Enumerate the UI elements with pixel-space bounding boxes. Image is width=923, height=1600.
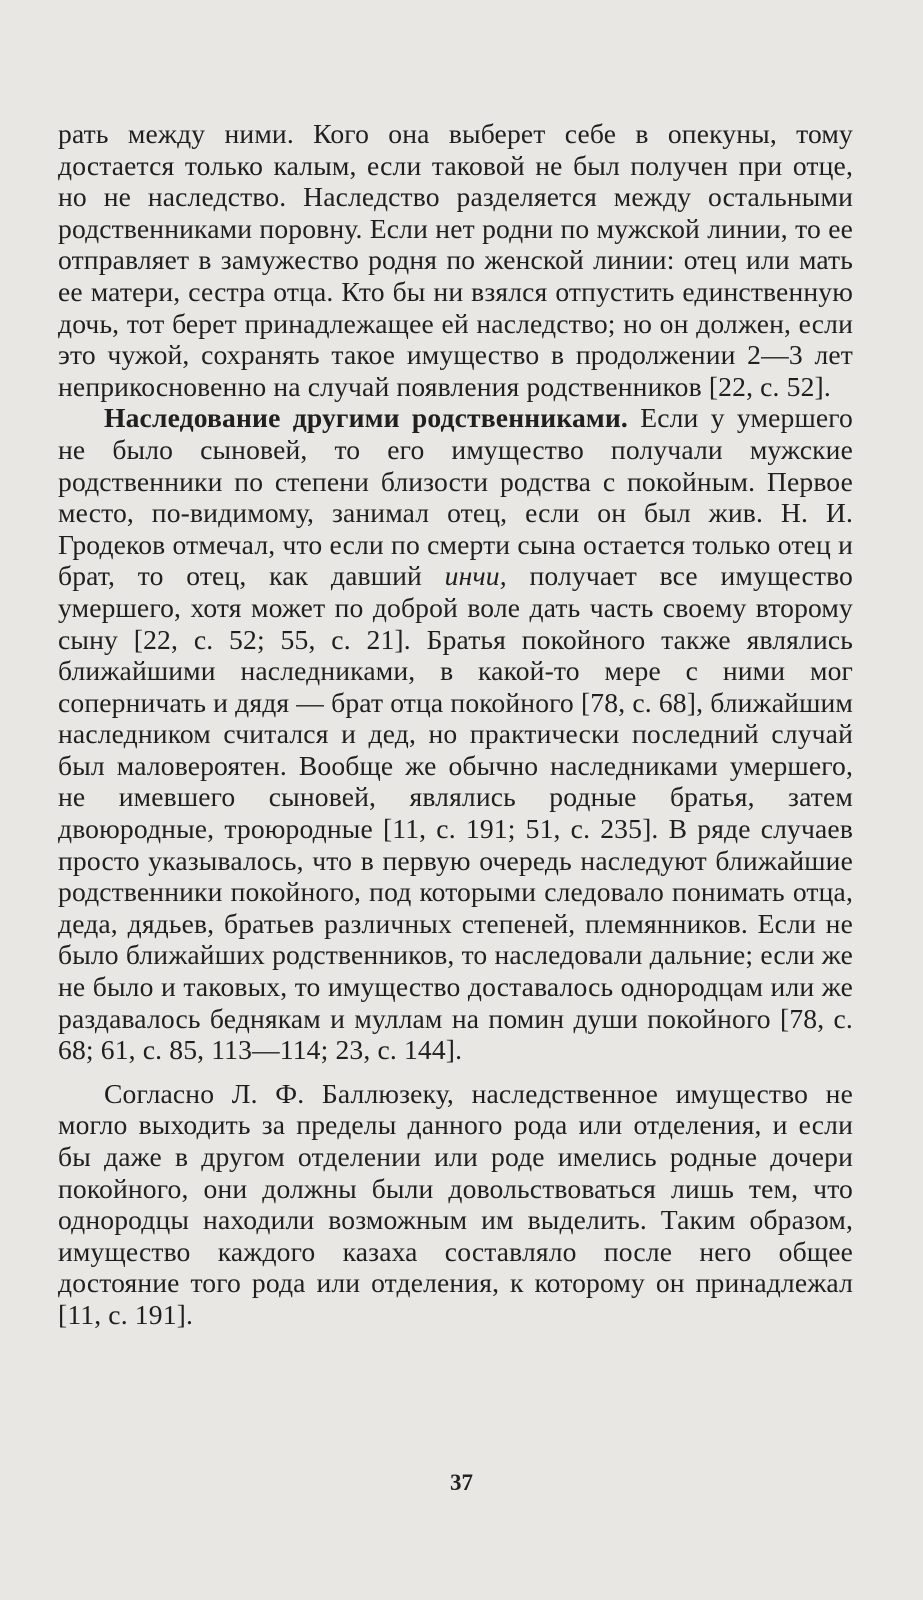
- paragraph-continuation: рать между ними. Кого она выберет себе в опекуны, тому достается только калым, если таковой не был получен при отце, но не наследство. Наследство разделяется между остальными родственниками поровну. Если нет родни по мужской линии, то ее отправляет в замужество родня по женской линии: отец или мать ее матери, сестра отца. Кто бы ни взялся отпустить единственную дочь, тот берет принадлежащее ей наследство; но он должен, если это чужой, сохранять такое имущество в продолжении 2—3 лет неприкосновенно на случай появления родственников [22, с. 52].: [58, 118, 853, 402]
- paragraph-balluzek: Согласно Л. Ф. Баллюзеку, наследственное имущество не могло выходить за пределы данного рода или отделения, и если бы даже в другом отделении или роде имелись родные дочери покойного, они должны были довольствоваться лишь тем, что однородцы находили возможным им выделить. Таким образом, имущество каждого казаха составляло после него общее достояние того рода или отделения, к которому он принадлежал [11, с. 191].: [58, 1077, 853, 1330]
- paragraph-text-part-2: получает все имущество умершего, хотя может по доброй воле дать часть своему второму сыну [22, с. 52; 55, с. 21]. Братья покойного также являлись ближайшими наследниками, в какой-то мере с ними мог соперничать и дядя — брат отца покойного [78, с. 68], ближайшим наследником считался и дед, но практически последний случай был маловероятен. Вообще же обычно наследниками умершего, не имевшего сыновей, являлись родные братья, затем двоюродные, троюродные [11, с. 191; 51, с. 235]. В ряде случаев просто указывалось, что в первую очередь наследуют ближайшие родственники покойного, под которыми следовало понимать отца, деда, дядьев, братьев различных степеней, племянников. Если не было ближайших родственников, то наследовали дальние; если же не было и таковых, то имущество доставалось однородцам или же раздавалось беднякам и муллам на помин души покойного [78, с. 68; 61, с. 85, 113—114; 23, с. 144].: [58, 560, 854, 1066]
- body-text: [58, 118, 853, 1331]
- page-number: 37: [450, 1470, 473, 1495]
- italic-term: инчи,: [444, 560, 507, 592]
- run-in-heading: Наследование другими родственниками.: [104, 402, 628, 434]
- paragraph-inheritance-by-relatives: [58, 402, 853, 1065]
- paragraph-text-part-1: Если у умершего не было сыновей, то его имущество получали мужские родственники по степени близости родства с покойным. Первое место, по-видимому, занимал отец, если он был жив. Н. И. Гродеков отмечал, что если по смерти сына остается только отец и брат, то отец, как давший: [58, 402, 853, 592]
